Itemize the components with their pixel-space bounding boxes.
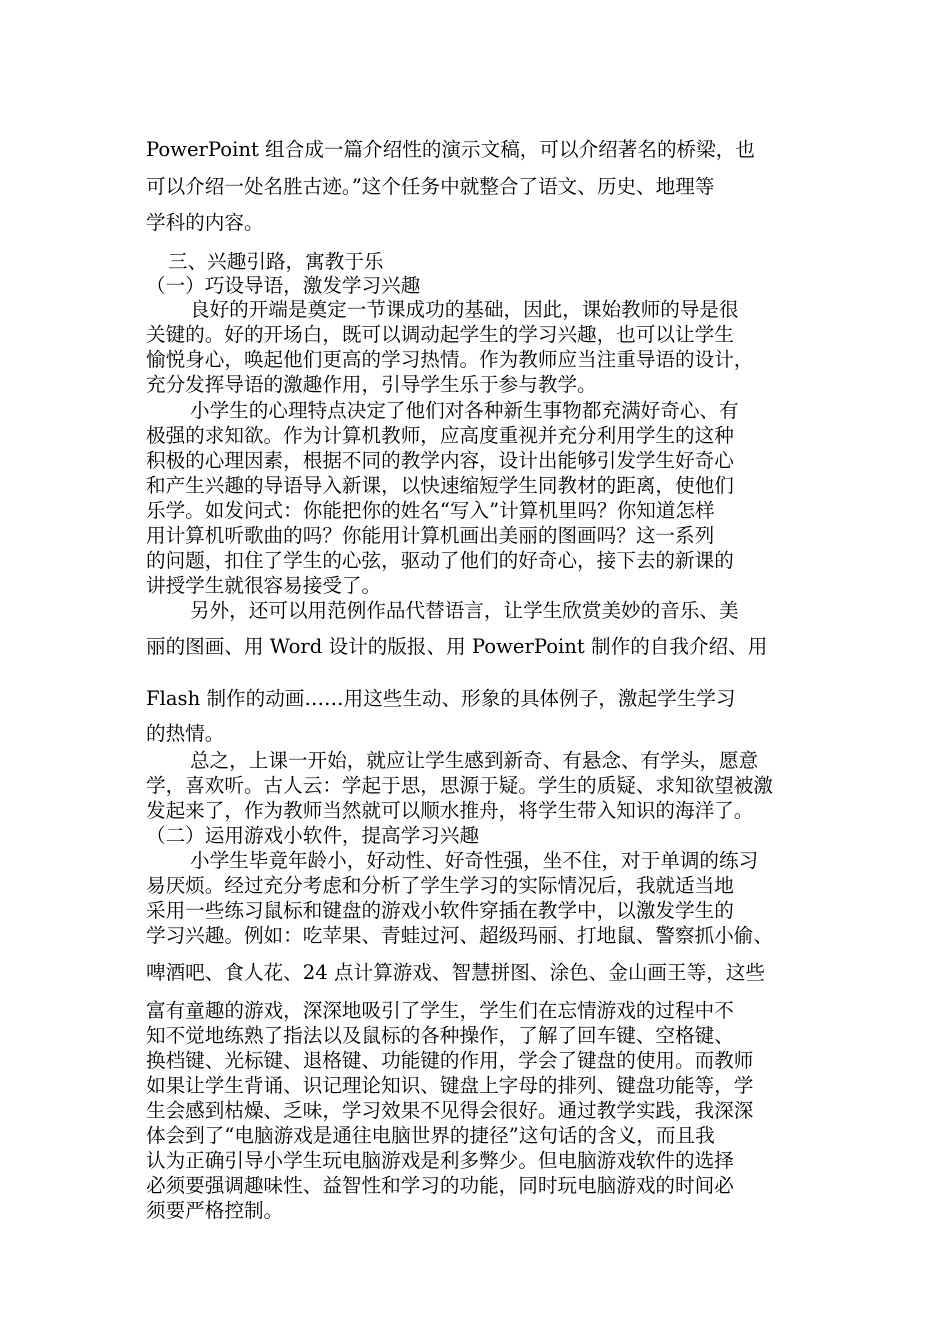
text-line: 须要严格控制。 [146,1199,284,1222]
text-line: 学习兴趣。例如：吃苹果、青蛙过河、超级玛丽、打地鼠、警察抓小偷、 [146,924,773,947]
text-line: 小学生的心理特点决定了他们对各种新生事物都充满好奇心、有 [190,399,739,422]
text-line: 积极的心理因素，根据不同的教学内容，设计出能够引发学生好奇心 [146,449,734,472]
text-line: 必须要强调趣味性、益智性和学习的功能，同时玩电脑游戏的时间必 [146,1174,734,1197]
text-line: 富有童趣的游戏，深深地吸引了学生，学生们在忘情游戏的过程中不 [146,999,734,1022]
text-line: 用计算机听歌曲的吗？你能用计算机画出美丽的图画吗？这一系列 [146,524,715,547]
text-line: 讲授学生就很容易接受了。 [146,574,382,597]
text-line: Flash 制作的动画……用这些生动、形象的具体例子，激起学生学习 [146,687,736,710]
text-line: 丽的图画、用 Word 设计的版报、用 PowerPoint 制作的自我介绍、用 [146,635,768,658]
text-line: 生会感到枯燥、乏味，学习效果不见得会很好。通过教学实践，我深深 [146,1099,754,1122]
text-line: 体会到了“电脑游戏是通往电脑世界的捷径”这句话的含义，而且我 [146,1124,715,1147]
text-line: 可以介绍一处名胜古迹。”这个任务中就整合了语文、历史、地理等 [146,175,715,198]
subsection-heading: （二）运用游戏小软件，提高学习兴趣 [146,824,480,847]
text-line: 的问题，扣住了学生的心弦，驱动了他们的好奇心，接下去的新课的 [146,549,734,572]
text-line: 换档键、光标键、退格键、功能键的作用，学会了键盘的使用。而教师 [146,1049,754,1072]
text-line: PowerPoint 组合成一篇介绍性的演示文稿，可以介绍著名的桥梁，也 [146,138,755,161]
text-line: 良好的开端是奠定一节课成功的基础，因此，课始教师的导是很 [190,298,739,321]
text-line: 学，喜欢听。古人云：学起于思，思源于疑。学生的质疑、求知欲望被激 [146,774,773,797]
text-line: 乐学。如发问式：你能把你的姓名“写入”计算机里吗？你知道怎样 [146,499,715,522]
text-line: 学科的内容。 [146,211,264,234]
text-line: 极强的求知欲。作为计算机教师，应高度重视并充分利用学生的这种 [146,424,734,447]
text-line: 认为正确引导小学生玩电脑游戏是利多弊少。但电脑游戏软件的选择 [146,1149,734,1172]
text-line: 和产生兴趣的导语导入新课，以快速缩短学生同教材的距离，使他们 [146,474,734,497]
text-line: 啤酒吧、食人花、24 点计算游戏、智慧拼图、涂色、金山画王等，这些 [146,961,765,984]
text-line: 另外，还可以用范例作品代替语言，让学生欣赏美妙的音乐、美 [190,599,739,622]
subsection-heading: （一）巧设导语，激发学习兴趣 [146,274,421,297]
text-line: 如果让学生背诵、识记理论知识、键盘上字母的排列、键盘功能等，学 [146,1074,754,1097]
text-line: 充分发挥导语的激趣作用，引导学生乐于参与教学。 [146,373,597,396]
text-line: 发起来了，作为教师当然就可以顺水推舟，将学生带入知识的海洋了。 [146,799,754,822]
text-line: 愉悦身心，唤起他们更高的学习热情。作为教师应当注重导语的设计， [146,348,754,371]
text-line: 采用一些练习鼠标和键盘的游戏小软件穿插在教学中，以激发学生的 [146,899,734,922]
text-line: 知不觉地练熟了指法以及鼠标的各种操作，了解了回车键、空格键、 [146,1024,734,1047]
text-line: 的热情。 [146,722,225,745]
text-line: 总之，上课一开始，就应让学生感到新奇、有悬念、有学头，愿意 [190,749,759,772]
text-line: 小学生毕竟年龄小，好动性、好奇性强，坐不住，对于单调的练习 [190,849,759,872]
section-heading: 三、兴趣引路，寓教于乐 [168,250,384,273]
text-line: 易厌烦。经过充分考虑和分析了学生学习的实际情况后，我就适当地 [146,874,734,897]
text-line: 关键的。好的开场白，既可以调动起学生的学习兴趣，也可以让学生 [146,323,734,346]
